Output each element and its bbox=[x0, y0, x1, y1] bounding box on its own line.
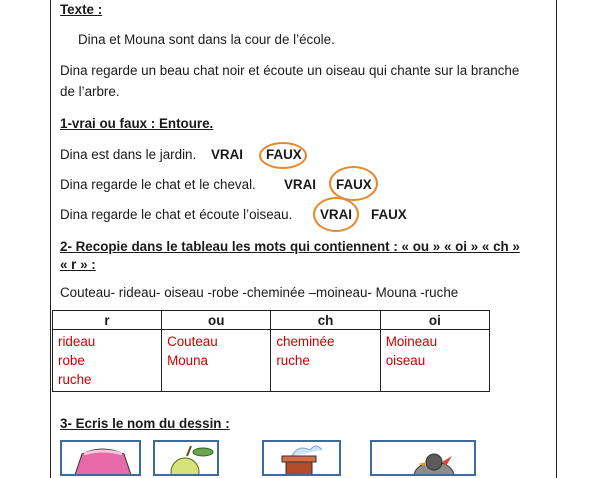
bird-drawing bbox=[370, 440, 476, 476]
bird-icon bbox=[372, 442, 476, 476]
table-header-ou: ou bbox=[162, 311, 271, 330]
exercise2-word-list: Couteau- rideau- oiseau -robe -cheminée –moineau- Mouna -ruche bbox=[60, 285, 459, 300]
table-word: robe bbox=[58, 353, 85, 368]
table-header-row bbox=[53, 311, 490, 330]
exercise1-title: 1-vrai ou faux : Entoure. bbox=[60, 116, 214, 131]
chimney-drawing bbox=[262, 440, 341, 476]
answer-circle-1 bbox=[259, 142, 307, 169]
table-word: Mouna bbox=[167, 353, 209, 368]
bonnet-drawing bbox=[60, 440, 141, 476]
apple-icon bbox=[155, 442, 219, 476]
exercise1-vrai-3[interactable]: VRAI bbox=[320, 207, 352, 222]
table-word: cheminée bbox=[276, 334, 335, 349]
apple-drawing bbox=[153, 440, 219, 476]
text-line-2b: de l’arbre. bbox=[60, 84, 120, 99]
exercise1-sentence-1: Dina est dans le jardin. bbox=[60, 147, 197, 162]
exercise3-title: 3- Ecris le nom du dessin : bbox=[60, 416, 230, 431]
exercise1-sentence-2: Dina regarde le chat et le cheval. bbox=[60, 177, 256, 192]
text-heading: Texte : bbox=[60, 2, 103, 17]
table-cell-ou[interactable] bbox=[162, 330, 271, 392]
table-cell-oi[interactable] bbox=[380, 330, 489, 392]
answer-circle-3 bbox=[313, 197, 359, 232]
table-header-r: r bbox=[53, 311, 162, 330]
table-cell-r[interactable] bbox=[53, 330, 162, 392]
exercise1-vrai-2[interactable]: VRAI bbox=[284, 177, 316, 192]
exercise1-faux-2[interactable]: FAUX bbox=[336, 177, 372, 192]
answer-circle-2 bbox=[329, 166, 378, 201]
exercise1-faux-3[interactable]: FAUX bbox=[371, 207, 407, 222]
text-line-1: Dina et Mouna sont dans la cour de l’école. bbox=[78, 32, 335, 47]
table-word: Couteau bbox=[167, 334, 218, 349]
exercise1-vrai-1[interactable]: VRAI bbox=[211, 147, 243, 162]
table-word: ruche bbox=[58, 372, 92, 387]
text-line-2a: Dina regarde un beau chat noir et écoute un oiseau qui chante sur la branche bbox=[60, 63, 520, 78]
table-word: rideau bbox=[58, 334, 96, 349]
word-sorting-table bbox=[52, 310, 490, 392]
exercise1-faux-1[interactable]: FAUX bbox=[266, 147, 302, 162]
chimney-icon bbox=[264, 442, 341, 476]
table-cell-ch[interactable] bbox=[271, 330, 380, 392]
bonnet-icon bbox=[62, 442, 141, 476]
exercise2-title-line1: 2- Recopie dans le tableau les mots qui contiennent : « ou » « oi » « ch » bbox=[60, 239, 520, 254]
table-header-oi: oi bbox=[380, 311, 489, 330]
table-header-ch: ch bbox=[271, 311, 380, 330]
exercise2-title-line2: « r » : bbox=[60, 257, 96, 272]
table-word: Moineau bbox=[385, 334, 438, 349]
table-row bbox=[53, 330, 490, 392]
table-word: ruche bbox=[276, 353, 310, 368]
table-word: oiseau bbox=[385, 353, 426, 368]
exercise1-sentence-3: Dina regarde le chat et écoute l’oiseau. bbox=[60, 207, 293, 222]
